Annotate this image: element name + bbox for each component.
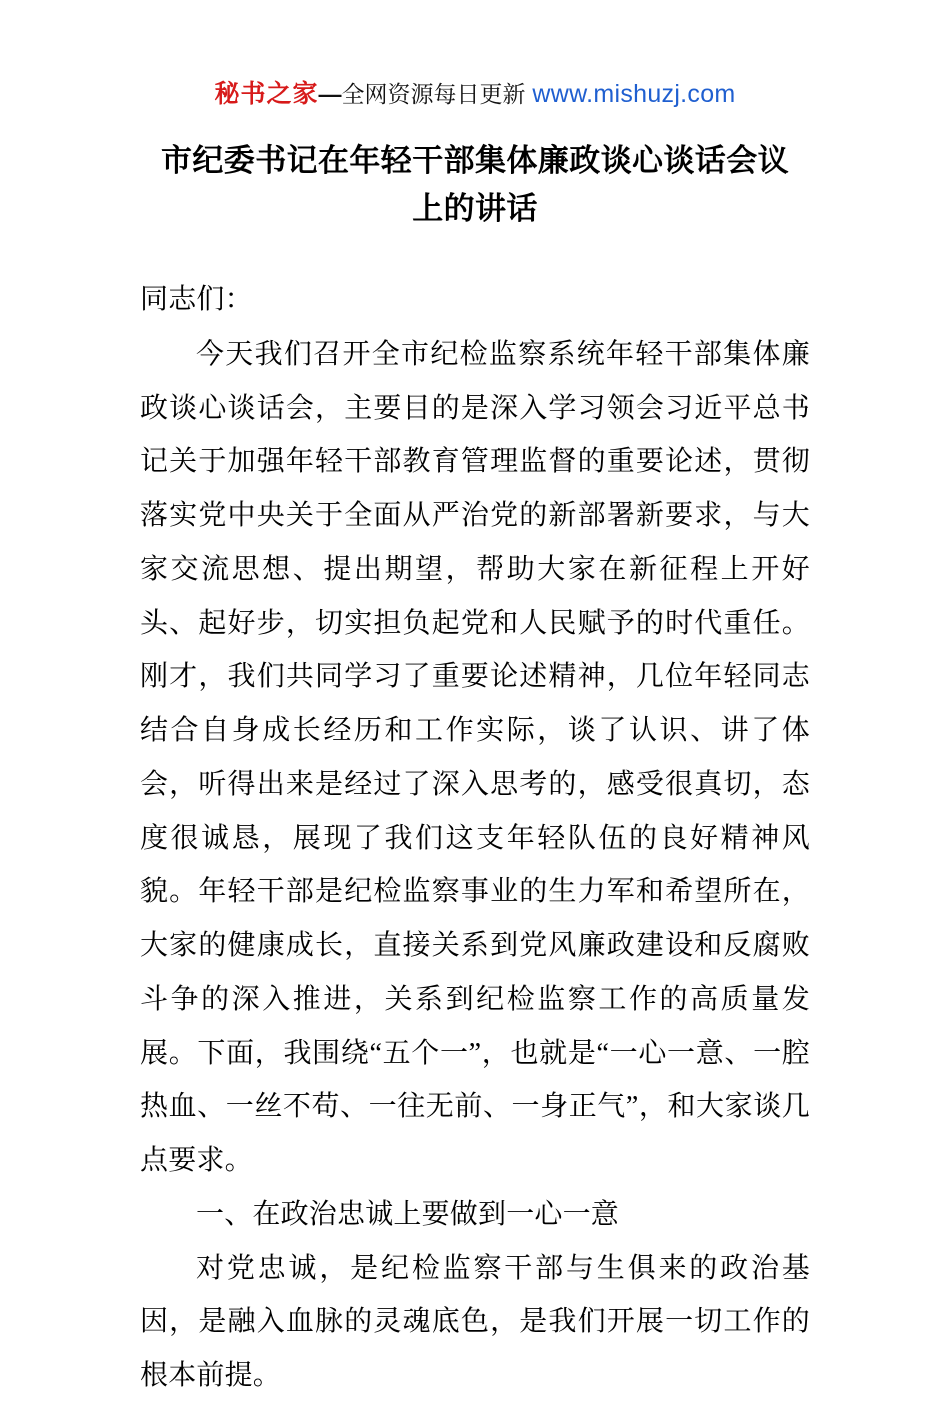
salutation: 同志们： (140, 283, 253, 315)
page-title: 市纪委书记在年轻干部集体廉政谈心谈话会议上的讲话 (161, 142, 789, 226)
body-paragraph-2: 对党忠诚，是纪检监察干部与生俱来的政治基因，是融入血脉的灵魂底色，是我们开展一切工作的根本前提。 (140, 1252, 810, 1392)
watermark-brand: 秘书之家 (214, 80, 319, 108)
watermark-separator: — (318, 81, 342, 107)
watermark-header (140, 78, 810, 111)
body-paragraph-1: 今天我们召开全市纪检监察系统年轻干部集体廉政谈心谈话会，主要目的是深入学习领会习近平总书记关于加强年轻干部教育管理监督的重要论述，贯彻落实党中央关于全面从严治党的新部署新要求，与大家交流思想、提出期望，帮助大家在新征程上开好头、起好步，切实担负起党和人民赋予的时代重任。刚才，我们共同学习了重要论述精神，几位年轻同志结合自身成长经历和工作实际，谈了认识、讲了体会，听得出来是经过了深入思考的，感受很真切，态度很诚恳，展现了我们这支年轻队伍的良好精神风貌。年轻干部是纪检监察事业的生力军和希望所在，大家的健康成长，直接关系到党风廉政建设和反腐败斗争的深入推进，关系到纪检监察工作的高质量发展。下面，我围绕“五个一”，也就是“一心一意、一腔热血、一丝不苟、一往无前、一身正气”，和大家谈几点要求。 (140, 338, 810, 1177)
section-heading-1: 一、在政治忠诚上要做到一心一意 (196, 1198, 620, 1230)
watermark-url[interactable]: www.mishuzj.com (532, 80, 736, 108)
watermark-tagline: 全网资源每日更新 (341, 81, 526, 107)
